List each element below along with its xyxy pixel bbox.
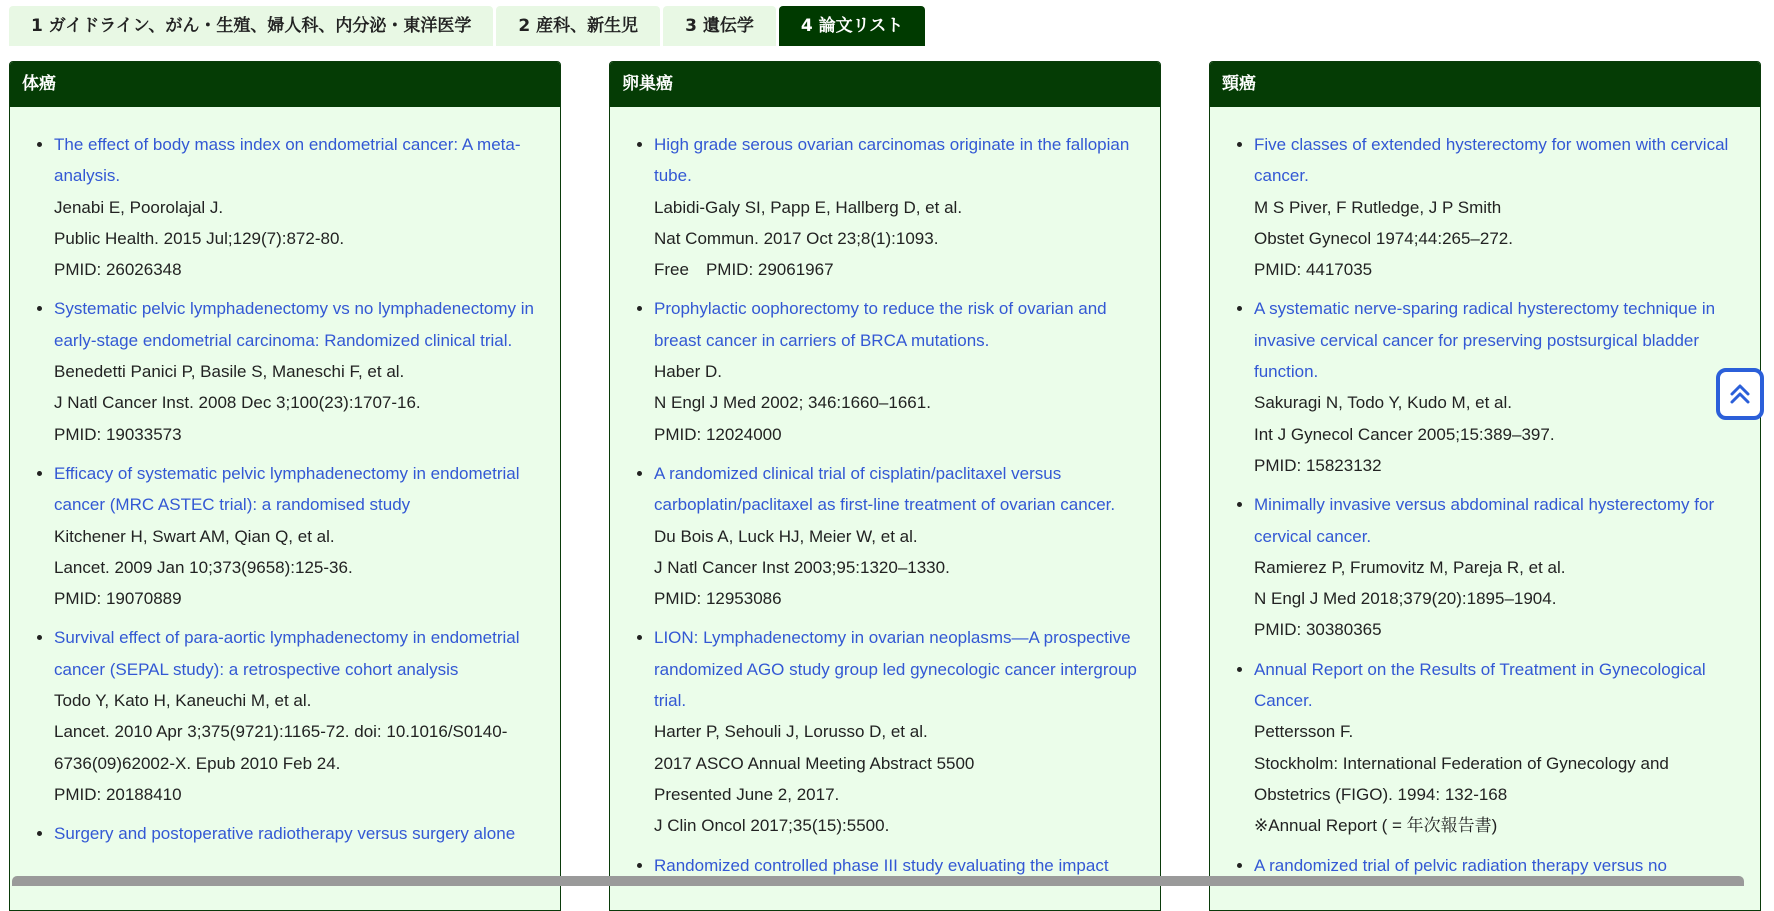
paper-citation-line: PMID: 4417035 [1254,260,1373,280]
paper-citation-line: PMID: 12953086 [654,589,782,609]
paper-citation-line: Todo Y, Kato H, Kaneuchi M, et al. [54,691,312,711]
paper-citation-line: Labidi-Galy SI, Papp E, Hallberg D, et al. [654,197,963,217]
paper-title-link[interactable]: • Minimally invasive versus abdominal radical hysterectomy for cervical cancer. [1254,495,1715,546]
paper-citation-line: Haber D. [654,362,723,382]
paper-citation-line: Free PMID: 29061967 [654,260,834,280]
paper-citation-line: Public Health. 2015 Jul;129(7):872-80. [54,228,345,248]
paper-citation-line: Lancet. 2009 Jan 10;373(9658):125-36. [54,557,353,577]
paper-item [654,293,1146,449]
panel-title: 卵巣癌 [610,62,1160,107]
paper-item [654,622,1146,841]
paper-list [10,107,560,850]
panel-title: 体癌 [10,62,560,107]
paper-citation-line: J Clin Oncol 2017;35(15):5500. [654,816,890,836]
paper-citation-line: ※Annual Report ( = 年次報告書) [1254,816,1498,836]
horizontal-scrollbar[interactable] [12,876,1744,886]
paper-item [54,622,546,810]
paper-citation-line: PMID: 12024000 [654,424,782,444]
paper-citation-line: Stockholm: International Federation of Gynecology and Obstetrics (FIGO). 1994: 132-168 [1254,753,1669,804]
paper-item [1254,293,1746,481]
paper-citation-line: 2017 ASCO Annual Meeting Abstract 5500 [654,753,975,773]
paper-citation-line: Presented June 2, 2017. [654,784,840,804]
paper-item [1254,489,1746,645]
scroll-to-top-button[interactable] [1716,368,1764,420]
paper-item [1254,129,1746,285]
panel-ovarian-cancer [609,61,1161,911]
paper-citation-line: Pettersson F. [1254,722,1354,742]
paper-title-link[interactable]: • High grade serous ovarian carcinomas originate in the fallopian tube. [654,135,1130,186]
paper-title-link[interactable]: • Survival effect of para-aortic lymphadenectomy in endometrial cancer (SEPAL study): a retrospective cohort analysis [54,628,520,679]
paper-title-link[interactable]: • Prophylactic oophorectomy to reduce the risk of ovarian and breast cancer in carriers of BRCA mutations. [654,299,1107,350]
paper-citation-line: Harter P, Sehouli J, Lorusso D, et al. [654,722,928,742]
paper-citation-line: Lancet. 2010 Apr 3;375(9721):1165-72. doi: 10.1016/S0140-6736(09)62002-X. Epub 2010 Feb 24. [54,722,508,773]
paper-title-link[interactable]: • A systematic nerve-sparing radical hysterectomy technique in invasive cervical cancer for preserving postsurgical bladder function. [1254,299,1716,382]
paper-item [654,129,1146,285]
paper-citation-line: Kitchener H, Swart AM, Qian Q, et al. [54,526,335,546]
paper-list [1210,107,1760,881]
paper-item [54,818,546,849]
paper-citation-line: PMID: 19033573 [54,424,182,444]
paper-title-link[interactable]: • LION: Lymphadenectomy in ovarian neoplasms—A prospective randomized AGO study group led gynecologic cancer intergroup trial. [654,628,1137,711]
paper-title-link[interactable]: • A randomized clinical trial of cisplatin/paclitaxel versus carboplatin/paclitaxel as first-line treatment of ovarian cancer. [654,463,1116,515]
paper-title-link[interactable]: • Efficacy of systematic pelvic lymphadenectomy in endometrial cancer (MRC ASTEC trial): a randomised study [54,463,520,515]
paper-citation-line: Benedetti Panici P, Basile S, Maneschi F, et al. [54,362,405,382]
paper-citation-line: Int J Gynecol Cancer 2005;15:389–397. [1254,424,1555,444]
paper-citation-line: Obstet Gynecol 1974;44:265–272. [1254,228,1513,248]
paper-item [54,458,546,614]
tab-guidelines[interactable]: 1 ガイドライン、がん・生殖、婦人科、内分泌・東洋医学 [9,6,493,46]
paper-title-link[interactable]: • A randomized trial of pelvic radiation therapy versus no [1254,855,1667,875]
paper-citation-line: PMID: 30380365 [1254,620,1382,640]
tab-obstetrics[interactable]: 2 産科、新生児 [496,6,660,46]
tab-genetics[interactable]: 3 遺伝学 [663,6,776,46]
paper-title-link[interactable]: • Surgery and postoperative radiotherapy versus surgery alone [54,824,516,844]
paper-title-link[interactable]: • Randomized controlled phase III study evaluating the impact [654,855,1109,875]
panel-title: 頸癌 [1210,62,1760,107]
paper-citation-line: N Engl J Med 2018;379(20):1895–1904. [1254,589,1557,609]
paper-item [1254,654,1746,842]
paper-title-link[interactable]: • Five classes of extended hysterectomy for women with cervical cancer. [1254,135,1729,186]
panel-endometrial-cancer [9,61,561,911]
paper-title-link[interactable]: • The effect of body mass index on endometrial cancer: A meta-analysis. [54,135,521,186]
paper-citation-line: Ramierez P, Frumovitz M, Pareja R, et al. [1254,557,1566,577]
paper-citation-line: J Natl Cancer Inst. 2008 Dec 3;100(23):1707-16. [54,393,421,413]
paper-citation-line: M S Piver, F Rutledge, J P Smith [1254,197,1502,217]
paper-citation-line: PMID: 20188410 [54,784,182,804]
paper-citation-line: N Engl J Med 2002; 346:1660–1661. [654,393,931,413]
panel-cervical-cancer [1209,61,1761,911]
paper-title-link[interactable]: • Annual Report on the Results of Treatment in Gynecological Cancer. [1254,659,1706,711]
paper-citation-line: Sakuragi N, Todo Y, Kudo M, et al. [1254,393,1512,413]
paper-citation-line: PMID: 26026348 [54,260,182,280]
paper-citation-line: PMID: 15823132 [1254,455,1382,475]
paper-citation-line: Du Bois A, Luck HJ, Meier W, et al. [654,526,918,546]
paper-item [54,293,546,449]
paper-citation-line: Jenabi E, Poorolajal J. [54,197,224,217]
paper-list [610,107,1160,881]
paper-citation-line: PMID: 19070889 [54,589,182,609]
tab-bar [9,6,928,46]
paper-citation-line: J Natl Cancer Inst 2003;95:1320–1330. [654,557,950,577]
paper-title-link[interactable]: • Systematic pelvic lymphadenectomy vs no lymphadenectomy in early-stage endometrial carcinoma: Randomized clinical trial. [54,299,534,350]
paper-citation-line: Nat Commun. 2017 Oct 23;8(1):1093. [654,228,939,248]
tab-paper-list[interactable]: 4 論文リスト [779,6,925,46]
double-chevron-up-icon [1727,381,1753,407]
paper-item [654,458,1146,614]
paper-item [54,129,546,285]
